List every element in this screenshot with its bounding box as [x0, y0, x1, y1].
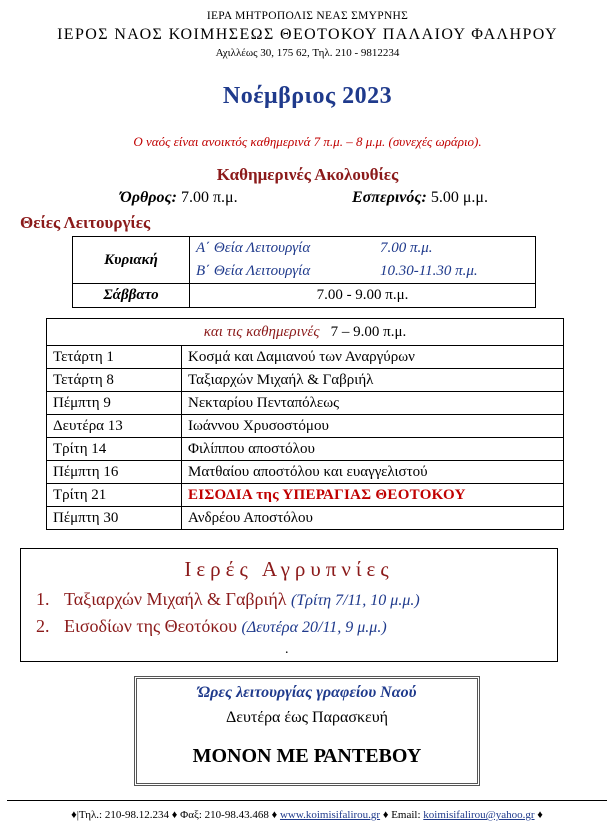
- feast-name: Ματθαίου αποστόλου και ευαγγελιστού: [182, 461, 564, 484]
- liturgies-title: Θείες Λειτουργίες: [20, 213, 151, 232]
- daily-services-title: Καθημερινές Ακολουθίες: [216, 165, 399, 184]
- sunday-liturgy-2-name: Β΄ Θεία Λειτουργία: [196, 263, 311, 279]
- feast-day: Τρίτη 14: [47, 438, 182, 461]
- orthros-line: [120, 189, 238, 207]
- feast-name: Ταξιαρχών Μιχαήλ & Γαβριήλ: [182, 369, 564, 392]
- office-hours-box: [134, 676, 480, 786]
- vigils-trailing-dot: .: [285, 642, 289, 657]
- table-row: [47, 484, 564, 507]
- vigil-date: (Δευτέρα 20/11, 9 μ.μ.): [241, 619, 387, 636]
- orthros-label: Όρθρος:: [120, 189, 177, 206]
- website-link[interactable]: www.koimisifalirou.gr: [279, 809, 381, 821]
- weekday-header-label: και τις καθημερινές: [203, 324, 320, 340]
- office-hours-title: Ώρες λειτουργίας γραφείου Ναού: [197, 684, 417, 701]
- feast-name: Ανδρέου Αποστόλου: [182, 507, 564, 530]
- sunday-liturgy-1-time: 7.00 π.μ.: [380, 240, 433, 256]
- vigil-name: Εισοδίων της Θεοτόκου: [64, 616, 238, 636]
- table-row: [47, 415, 564, 438]
- esperinos-time: 5.00 μ.μ.: [430, 189, 488, 206]
- table-row: [47, 369, 564, 392]
- vigil-number: 1.: [36, 589, 50, 609]
- liturgies-table: [72, 236, 536, 308]
- vigil-date: (Τρίτη 7/11, 10 μ.μ.): [291, 592, 420, 609]
- sunday-liturgy-2: [190, 260, 535, 283]
- weekday-header: [47, 319, 564, 346]
- footer-email-label: Email:: [391, 809, 421, 821]
- table-row: [47, 507, 564, 530]
- saturday-time: 7.00 - 9.00 π.μ.: [190, 284, 536, 308]
- feast-name: Ιωάννου Χρυσοστόμου: [182, 415, 564, 438]
- vigil-number: 2.: [36, 616, 50, 636]
- metropolis-heading: ΙΕΡΑ ΜΗΤΡΟΠΟΛΙΣ ΝΕΑΣ ΣΜΥΡΝΗΣ: [206, 10, 409, 22]
- church-heading: ΙΕΡΟΣ ΝΑΟΣ ΚΟΙΜΗΣΕΩΣ ΘΕΟΤΟΚΟΥ ΠΑΛΑΙΟΥ ΦΑΛΗΡΟΥ: [57, 26, 558, 43]
- diamond-icon: ♦: [382, 809, 389, 821]
- esperinos-line: [352, 189, 488, 207]
- diamond-icon: ♦: [271, 809, 278, 821]
- month-title: Νοέμβριος 2023: [222, 83, 393, 109]
- feast-day: Τετάρτη 1: [47, 346, 182, 369]
- separator-bar: |: [76, 809, 79, 821]
- feast-day: Πέμπτη 16: [47, 461, 182, 484]
- opening-hours-note: Ο ναός είναι ανοικτός καθημερινά 7 π.μ. – 8 μ.μ. (συνεχές ωράριο).: [133, 134, 482, 149]
- feast-day: Δευτέρα 13: [47, 415, 182, 438]
- footer-fax: Φαξ: 210-98.43.468: [180, 809, 269, 821]
- sunday-label: Κυριακή: [73, 237, 190, 284]
- feast-name: Νεκταρίου Πενταπόλεως: [182, 392, 564, 415]
- orthros-time: 7.00 π.μ.: [180, 189, 238, 206]
- diamond-icon: ♦: [71, 809, 77, 821]
- vigils-title: Ιερές Αγρυπνίες: [184, 557, 394, 581]
- office-hours-days: Δευτέρα έως Παρασκευή: [225, 709, 389, 726]
- table-row: [47, 438, 564, 461]
- vigil-name: Ταξιαρχών Μιχαήλ & Γαβριήλ: [64, 589, 287, 609]
- feast-name: Φιλίππου αποστόλου: [182, 438, 564, 461]
- weekday-feasts-table: [46, 318, 564, 530]
- saturday-label: Σάββατο: [73, 284, 190, 308]
- vigils-box: [20, 548, 558, 662]
- office-hours-note: ΜΟΝΟΝ ΜΕ ΡΑΝΤΕΒΟΥ: [192, 745, 422, 767]
- vigil-item: [36, 589, 420, 610]
- sunday-liturgies-cell: [190, 237, 536, 284]
- vigil-item: [36, 616, 387, 637]
- diamond-icon: ♦: [171, 809, 178, 821]
- feast-day: Πέμπτη 30: [47, 507, 182, 530]
- email-link[interactable]: koimisifalirou@yahoo.gr: [423, 809, 535, 821]
- feast-day: Πέμπτη 9: [47, 392, 182, 415]
- church-address: Αχιλλέως 30, 175 62, Τηλ. 210 - 9812234: [215, 47, 400, 59]
- feast-name-highlighted: ΕΙΣΟΔΙΑ της ΥΠΕΡΑΓΙΑΣ ΘΕΟΤΟΚΟΥ: [182, 484, 564, 507]
- esperinos-label: Εσπερινός:: [352, 189, 427, 206]
- table-row: [47, 392, 564, 415]
- table-row: [47, 461, 564, 484]
- footer: [7, 800, 607, 821]
- sunday-liturgy-1-name: Α΄ Θεία Λειτουργία: [196, 240, 311, 256]
- sunday-liturgy-2-time: 10.30-11.30 π.μ.: [380, 263, 478, 279]
- feast-day: Τρίτη 21: [47, 484, 182, 507]
- diamond-icon: ♦: [537, 809, 543, 821]
- feast-day: Τετάρτη 8: [47, 369, 182, 392]
- weekday-header-time: 7 – 9.00 π.μ.: [330, 324, 407, 340]
- footer-phone: Τηλ.: 210-98.12.234: [78, 809, 170, 821]
- table-row: [47, 346, 564, 369]
- feast-name: Κοσμά και Δαμιανού των Αναργύρων: [182, 346, 564, 369]
- footer-contact-line: [7, 809, 607, 821]
- sunday-liturgy-1: [190, 237, 535, 260]
